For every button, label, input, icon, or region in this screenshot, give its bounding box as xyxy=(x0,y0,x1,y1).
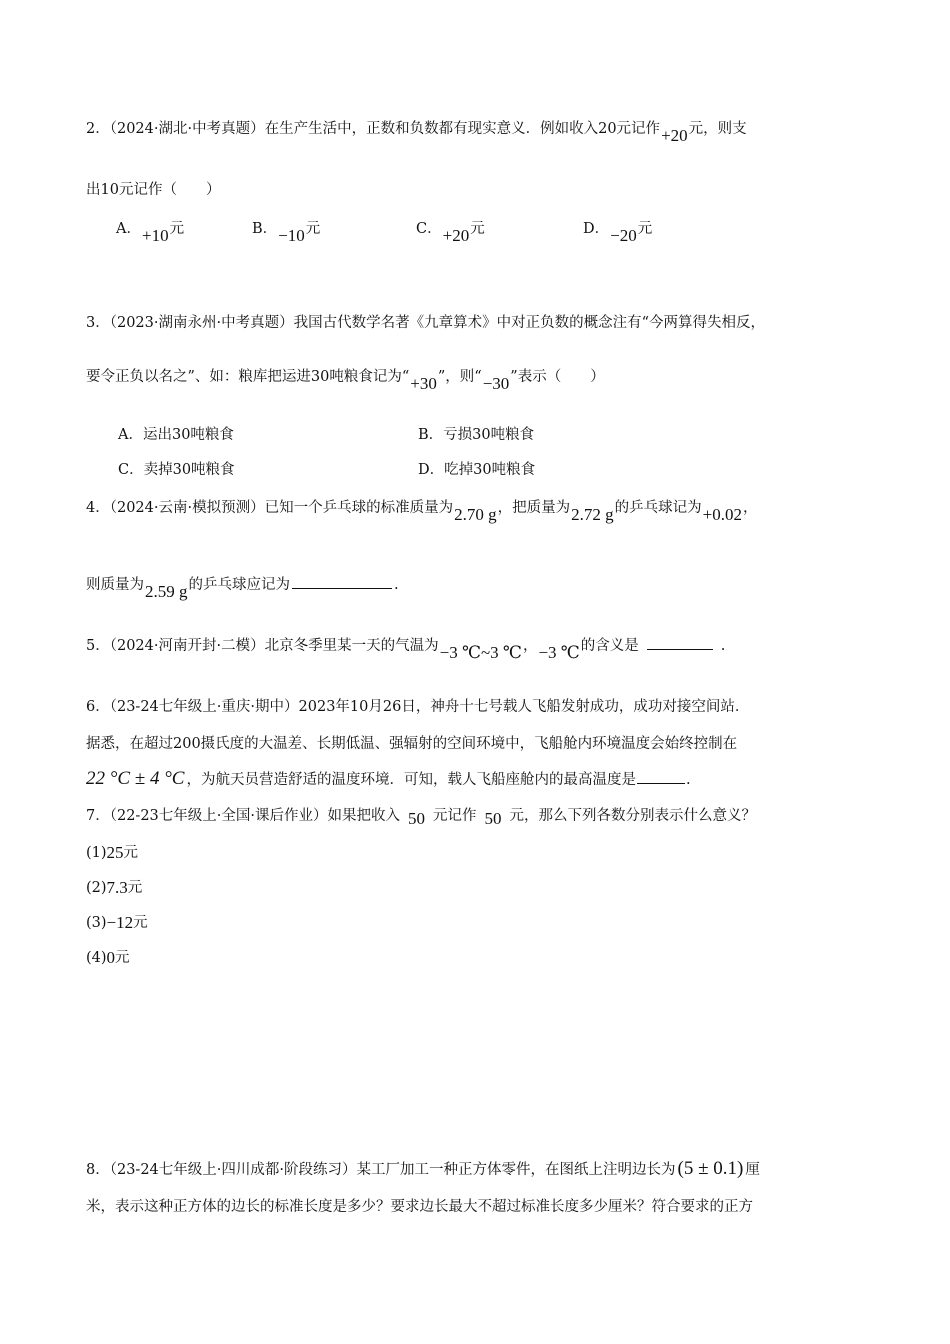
q3-source: （2023·湖南永州·中考真题） xyxy=(109,315,294,331)
q8-math-a: (5 ± 0.1) xyxy=(677,1158,744,1179)
option-text: B．亏损30吨粮食 xyxy=(418,427,535,443)
option-math: −20 xyxy=(610,226,637,245)
q4-number: 4． xyxy=(86,500,110,516)
q2-text-b: 元，则支 xyxy=(688,121,747,137)
option-math: +10 xyxy=(141,226,169,245)
q5-math-b: −3 ℃ xyxy=(538,643,580,662)
q4-text-a: 已知一个乒乓球的标准质量为 xyxy=(264,500,454,516)
q5-answer-blank[interactable] xyxy=(647,637,713,650)
item-label: (3) xyxy=(86,915,107,931)
item-unit: 元 xyxy=(115,950,130,966)
item-label: (1) xyxy=(86,845,107,861)
q2-math-a: +20 xyxy=(661,126,688,145)
q4-line2-a: 则质量为 xyxy=(86,577,144,593)
q2-line1 xyxy=(86,118,747,145)
q4-math-b: 2.72 g xyxy=(571,505,614,524)
q8-number: 8． xyxy=(86,1162,110,1178)
q4-math-d: 2.59 g xyxy=(145,582,188,601)
q4-line2-b: 的乒乓球应记为 xyxy=(188,577,290,593)
q3-math-b: −30 xyxy=(482,374,510,393)
item-unit: 元 xyxy=(123,845,139,861)
q6-answer-blank[interactable] xyxy=(637,769,685,784)
q2-option-d[interactable] xyxy=(583,218,653,245)
option-math: +20 xyxy=(442,226,470,245)
q6-line3-c: . xyxy=(685,772,691,788)
q3-text-a: 我国古代数学名著《九章算术》中对正负数的概念注有“今两算得失相反， xyxy=(293,315,766,331)
q2-option-b[interactable] xyxy=(252,218,321,245)
option-unit: 元 xyxy=(169,221,185,237)
q8-text-b: 厘 xyxy=(745,1162,760,1178)
q8-line2 xyxy=(86,1197,753,1217)
item-math: 25 xyxy=(106,843,124,862)
q6-math-a: 22 °C ± 4 °C xyxy=(86,768,185,789)
q3-option-d[interactable] xyxy=(418,460,535,480)
q8-text-a: 某工厂加工一种正方体零件，在图纸上注明边长为 xyxy=(356,1162,676,1178)
q7-text-a: 如果把收入 xyxy=(327,808,401,824)
option-letter: D． xyxy=(583,221,610,237)
q7-source: （22-23七年级上·全国·课后作业） xyxy=(109,808,328,824)
q7-text-b: 元记作 xyxy=(433,808,477,824)
option-unit: 元 xyxy=(305,221,321,237)
q5-text-c: 的含义是 xyxy=(580,638,639,654)
item-unit: 元 xyxy=(133,915,148,931)
q6-line3 xyxy=(86,769,691,790)
option-unit: 元 xyxy=(470,221,485,237)
item-math: 7.3 xyxy=(106,878,128,897)
q7-item-2 xyxy=(86,877,142,898)
option-text: A．运出30吨粮食 xyxy=(118,427,234,443)
q4-answer-blank[interactable] xyxy=(292,574,392,589)
q6-line2 xyxy=(86,734,737,754)
q4-text-b: ，把质量为 xyxy=(497,500,571,516)
q3-option-c[interactable] xyxy=(118,460,235,480)
q2-number: 2． xyxy=(86,121,110,137)
item-label: (2) xyxy=(86,880,107,896)
q5-math-a: −3 ℃~3 ℃ xyxy=(439,643,522,662)
q2-source: （2024·湖北·中考真题） xyxy=(109,121,265,137)
q4-line1 xyxy=(86,497,758,524)
q6-number: 6． xyxy=(86,699,110,715)
option-letter: C． xyxy=(416,221,442,237)
option-text: C．卖掉30吨粮食 xyxy=(118,462,235,478)
q7-text-c: 元，那么下列各数分别表示什么意义？ xyxy=(509,808,757,824)
option-letter: A． xyxy=(116,221,141,237)
q3-line2-c: ”表示（ ） xyxy=(510,369,605,385)
item-math: 0 xyxy=(106,948,116,967)
q4-math-a: 2.70 g xyxy=(454,505,497,524)
q5-text-a: 北京冬季里某一天的气温为 xyxy=(264,638,439,654)
q7-item-4 xyxy=(86,947,130,968)
q2-line2-text: 出10元记作（ ） xyxy=(86,182,221,198)
q2-text-a: 在生产生活中，正数和负数都有现实意义．例如收入20元记作 xyxy=(264,121,661,137)
q4-line2 xyxy=(86,574,399,601)
q8-source: （23-24七年级上·四川成都·阶段练习） xyxy=(109,1162,357,1178)
q5-text-b: ， xyxy=(522,638,538,654)
q2-line2 xyxy=(86,180,220,200)
q3-option-a[interactable] xyxy=(118,425,234,445)
q7-math-a: 50 xyxy=(408,809,426,828)
q4-text-d: ， xyxy=(742,500,758,516)
q6-source: （23-24七年级上·重庆·期中） xyxy=(109,699,299,715)
q6-text-a: 2023年10月26日，神舟十七号载人飞船发射成功，成功对接空间站． xyxy=(298,699,750,715)
q3-line1 xyxy=(86,313,765,333)
q3-option-b[interactable] xyxy=(418,425,534,445)
q7-math-b: 50 xyxy=(484,809,502,828)
q4-math-c: +0.02 xyxy=(702,505,742,524)
q4-text-c: 的乒乓球记为 xyxy=(614,500,702,516)
option-letter: B． xyxy=(252,221,278,237)
q5-text-d: . xyxy=(720,638,726,654)
q2-option-c[interactable] xyxy=(416,218,485,245)
q8-line2-text: 米，表示这种正方体的边长的标准长度是多少？要求边长最大不超过标准长度多少厘米？符合要求的正方 xyxy=(86,1199,753,1215)
item-label: (4) xyxy=(86,950,107,966)
q7-item-3 xyxy=(86,912,148,933)
option-unit: 元 xyxy=(637,221,653,237)
q3-line2-a: 要令正负以名之”、如：粮库把运进30吨粮食记为“ xyxy=(86,369,410,385)
q3-line2 xyxy=(86,366,605,393)
item-unit: 元 xyxy=(127,880,143,896)
q6-line3-b: ，为航天员营造舒适的温度环境．可知，载人飞船座舱内的最高温度是 xyxy=(186,772,636,788)
q6-line1 xyxy=(86,697,749,717)
q3-line2-b: ”，则“ xyxy=(437,369,482,385)
q3-math-a: +30 xyxy=(410,374,437,393)
q2-option-a[interactable] xyxy=(116,218,185,245)
q5-source: （2024·河南开封·二模） xyxy=(109,638,265,654)
q3-number: 3． xyxy=(86,315,110,331)
q8-line1 xyxy=(86,1159,760,1180)
q7-number: 7． xyxy=(86,808,110,824)
q5-line1 xyxy=(86,635,726,662)
q4-source: （2024·云南·模拟预测） xyxy=(109,500,265,516)
item-math: −12 xyxy=(106,913,134,932)
q5-number: 5． xyxy=(86,638,110,654)
option-text: D．吃掉30吨粮食 xyxy=(418,462,536,478)
q7-item-1 xyxy=(86,842,138,863)
q7-line1 xyxy=(86,805,756,826)
q4-line2-c: . xyxy=(394,577,399,593)
q6-line2-text: 据悉，在超过200摄氏度的大温差、长期低温、强辐射的空间环境中，飞船舱内环境温度会始终控制在 xyxy=(86,736,738,752)
option-math: −10 xyxy=(278,226,305,245)
